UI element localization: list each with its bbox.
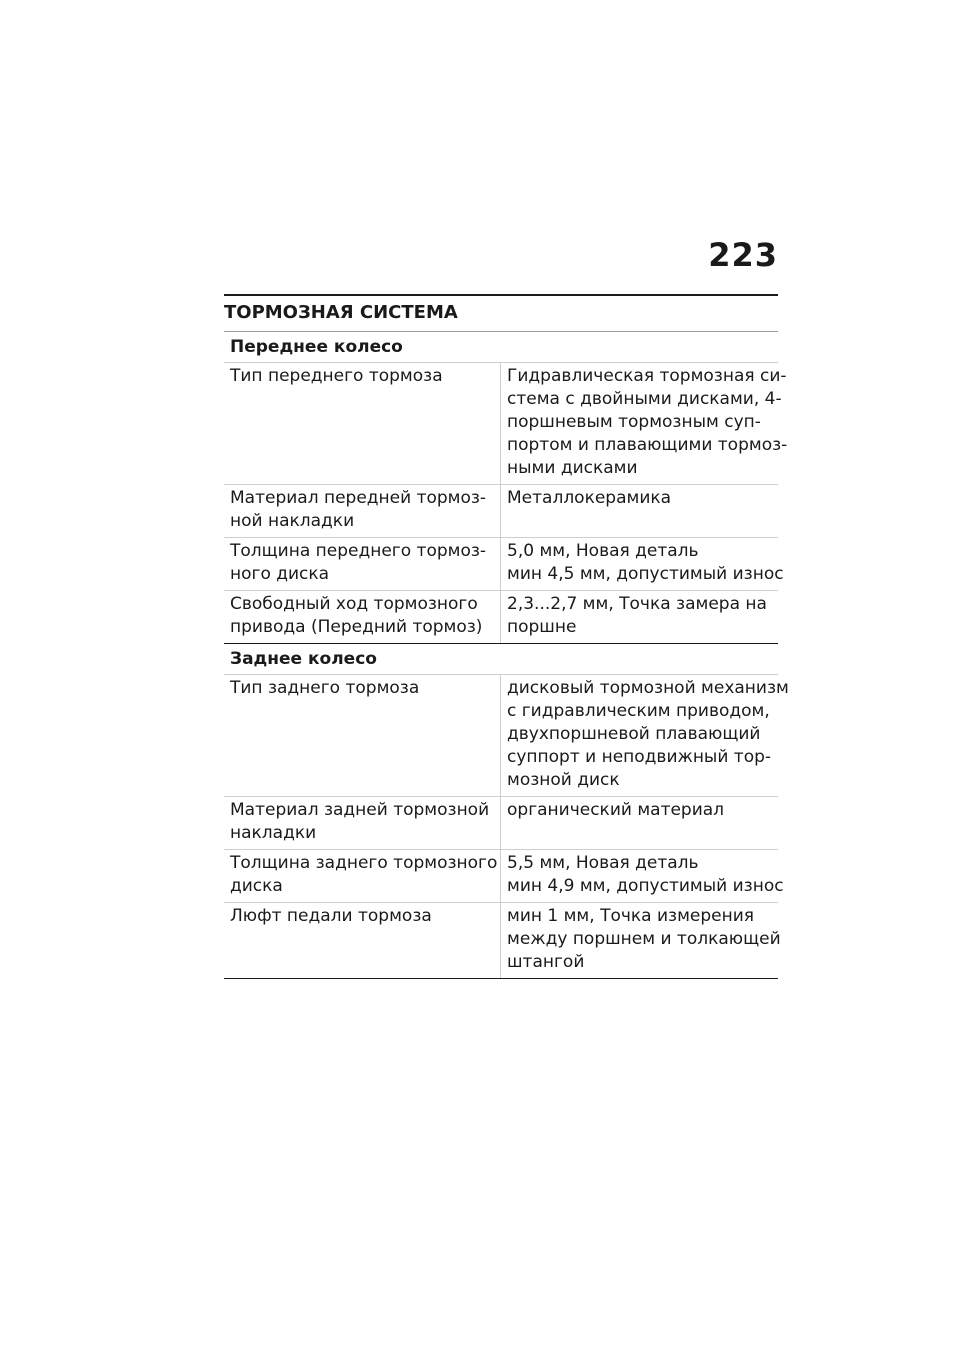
label-line: накладки — [230, 823, 317, 843]
value-line: дисковый тормозной механизм — [507, 678, 789, 698]
row-label — [224, 903, 500, 978]
row-value — [500, 903, 781, 978]
value-line: мозной диск — [507, 770, 620, 790]
row-label — [224, 675, 500, 796]
value-line: мин 4,5 мм, допустимый износ — [507, 564, 784, 584]
label-line: Тип заднего тормоза — [230, 678, 420, 698]
value-line: Гидравлическая тормозная си- — [507, 366, 787, 386]
row-label — [224, 850, 500, 902]
label-line: Толщина переднего тормоз- — [230, 541, 487, 561]
label-line: Люфт педали тормоза — [230, 906, 432, 926]
value-line: органический материал — [507, 800, 725, 820]
table-row — [224, 902, 781, 979]
front-wheel-heading: Переднее колесо — [230, 337, 403, 357]
label-line: ной накладки — [230, 511, 355, 531]
value-line: поршневым тормозным суп- — [507, 412, 761, 432]
value-line: двухпоршневой плавающий — [507, 724, 761, 744]
label-line: Материал передней тормоз- — [230, 488, 487, 508]
row-value — [500, 538, 784, 590]
row-label — [224, 485, 500, 537]
value-line: с гидравлическим приводом, — [507, 701, 770, 721]
row-label — [224, 363, 500, 484]
label-line: привода (Передний тормоз) — [230, 617, 483, 637]
row-value — [500, 363, 788, 484]
rear-wheel-heading: Заднее колесо — [224, 643, 778, 674]
label-line: Материал задней тормозной — [230, 800, 490, 820]
label-line: диска — [230, 876, 283, 896]
value-line: 5,5 мм, Новая деталь — [507, 853, 699, 873]
value-line: стема с двойными дисками, 4- — [507, 389, 782, 409]
row-value — [500, 675, 789, 796]
label-line: ного диска — [230, 564, 330, 584]
row-value — [500, 591, 778, 643]
label-line: Толщина заднего тормозного — [230, 853, 498, 873]
row-value — [500, 850, 784, 902]
row-label — [224, 797, 500, 849]
table-row — [224, 590, 778, 643]
table-row — [224, 537, 784, 590]
table-row — [224, 849, 784, 902]
section-title: ТОРМОЗНАЯ СИСТЕМА — [224, 296, 778, 332]
label-line: Тип переднего тормоза — [230, 366, 443, 386]
table-row — [224, 484, 778, 537]
value-line: суппорт и неподвижный тор- — [507, 747, 772, 767]
row-value — [500, 797, 778, 849]
label-line: Свободный ход тормозного — [230, 594, 478, 614]
value-line: штангой — [507, 952, 585, 972]
table-row — [224, 674, 789, 796]
value-line: портом и плавающими тормоз- — [507, 435, 788, 455]
value-line: между поршнем и толкающей — [507, 929, 781, 949]
value-line: 2,3...2,7 мм, Точка замера на — [507, 594, 767, 614]
value-line: мин 1 мм, Точка измерения — [507, 906, 754, 926]
spec-section — [224, 294, 789, 979]
table-row — [224, 796, 778, 849]
value-line: мин 4,9 мм, допустимый износ — [507, 876, 784, 896]
value-line: поршне — [507, 617, 577, 637]
page-number: 223 — [708, 236, 778, 274]
row-label — [224, 538, 500, 590]
table-row — [224, 362, 788, 484]
value-line: Металлокерамика — [507, 488, 672, 508]
value-line: 5,0 мм, Новая деталь — [507, 541, 699, 561]
value-line: ными дисками — [507, 458, 638, 478]
row-value — [500, 485, 778, 537]
row-label — [224, 591, 500, 643]
